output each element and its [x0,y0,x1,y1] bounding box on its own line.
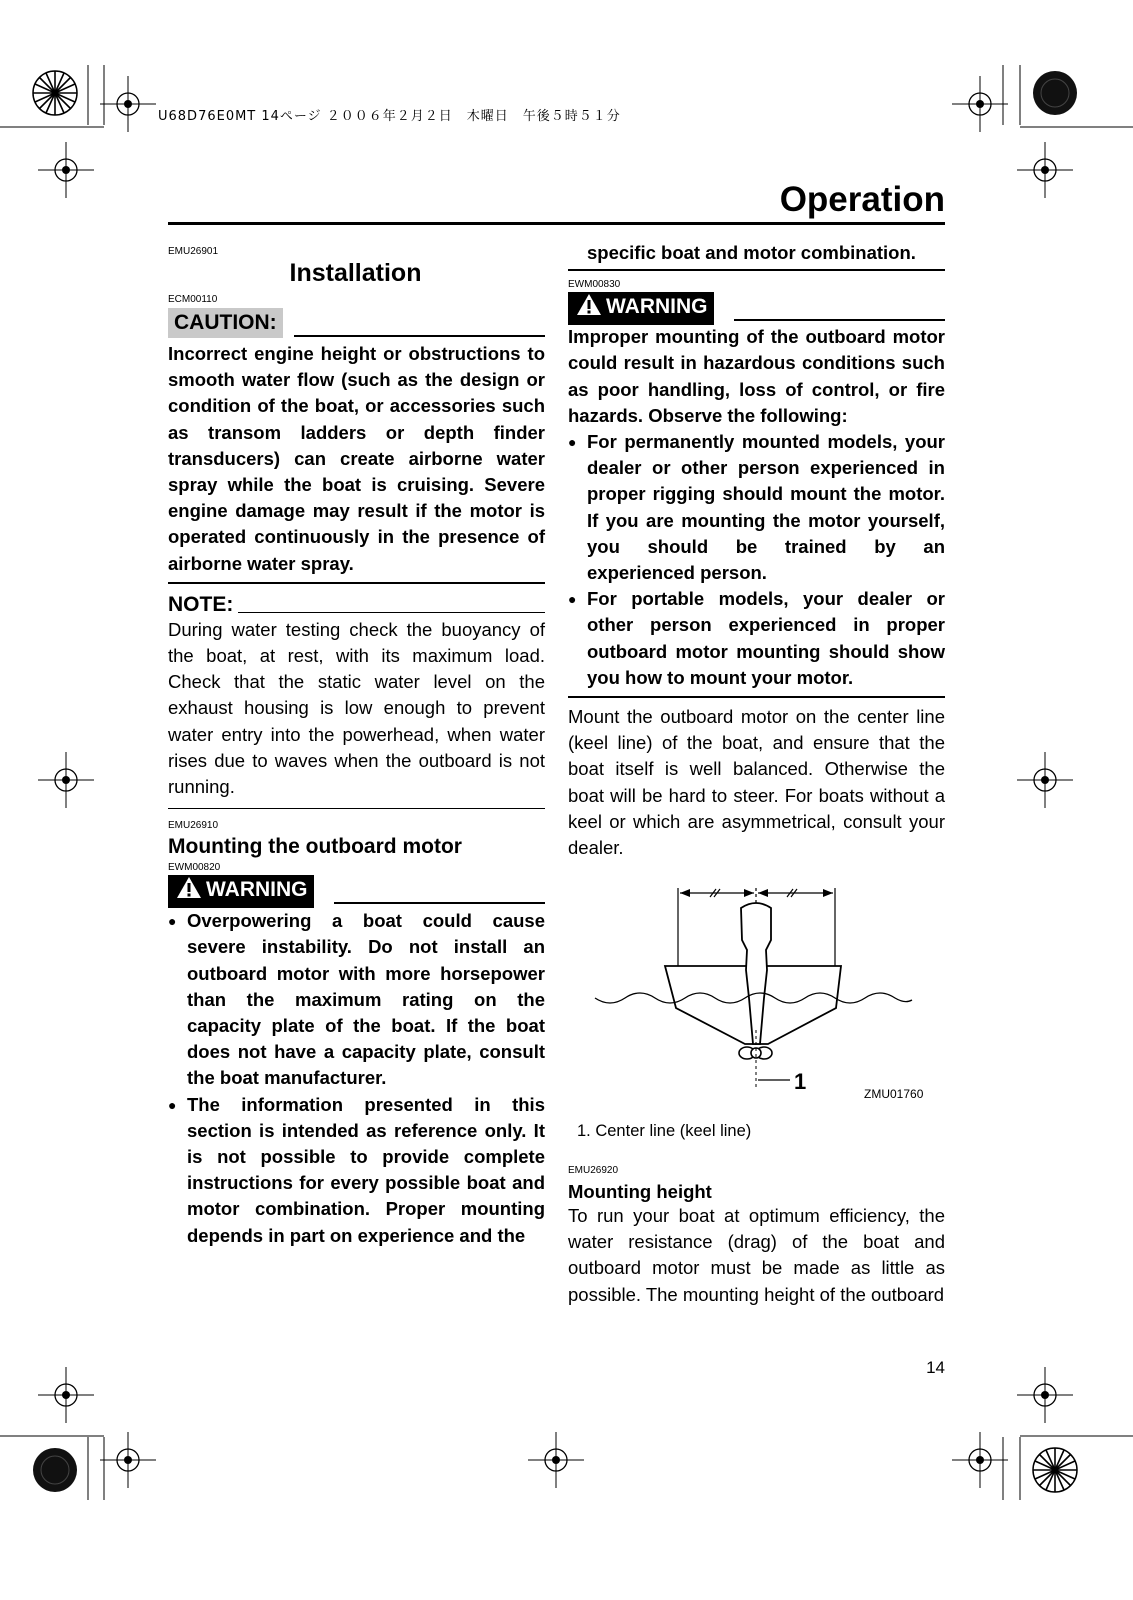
list-item: ● Overpowering a boat could cause severe instability. Do not install an outboard motor with more horsepower than the maximum rating on the capacity plate of the boat. If the boat does not have a capacity plate, consult the boat manufacturer. [168,908,545,1091]
divider [168,808,545,809]
note-header [168,593,545,617]
divider [568,696,945,698]
doc-code: ECM00110 [168,294,218,305]
caution-header [168,308,545,338]
note-text: During water testing check the buoyancy of the boat, at rest, with its maximum load. Check that the static water level on the exhaust housing is low enough to prevent water entry into the powerhead, when water rises due to waves when the outboard is not running. [168,618,545,798]
paragraph: To run your boat at optimum efficiency, the water resistance (drag) of the boat and outboard motor must be made as little as possible. The mounting height of the outboard [568,1205,945,1305]
page-number: 14 [926,1358,945,1377]
left-column [168,246,545,1249]
right-column-lower [568,1122,945,1308]
title-rule [168,222,945,225]
solid-disc-icon [33,1448,77,1492]
divider [734,319,945,321]
warning-continued: specific boat and motor combination. [587,242,916,263]
warning-triangle-icon [176,876,202,908]
figure-callout: 1 [794,1069,807,1094]
doc-code: EMU26910 [168,820,219,832]
subsection-heading: Mounting height [568,1181,712,1202]
print-meta: U68D76E0MT 14ページ ２００６年２月２日 木曜日 午後５時５１分 [158,109,621,124]
warning-label: WARNING [168,875,314,908]
note-label: NOTE: [168,592,234,616]
list-item: ● The information presented in this section is intended as reference only. It is not possible to provide complete instructions for every possible boat and motor combination. Proper mounting depends in part on experience and the [168,1092,545,1249]
figure-caption: 1. Center line (keel line) [577,1122,752,1140]
caution-label: CAUTION: [168,308,283,338]
doc-code: EWM00830 [568,279,621,291]
list-item: ● For permanently mounted models, your dealer or other person experienced in proper rigging should mount the motor. If you are mounting the motor yourself, you should be trained by an experienced person. [568,429,945,586]
solid-disc-icon [1033,71,1077,115]
divider [238,612,545,613]
warning-list [568,429,945,691]
warning-triangle-icon [576,293,602,325]
figure-code: ZMU01760 [864,1087,924,1101]
doc-code: EMU26920 [568,1165,619,1176]
warning-header [568,292,945,322]
subsection-heading: Mounting the outboard motor [168,835,462,859]
warning-text: Improper mounting of the outboard motor could result in hazardous conditions such as poor handling, loss of control, or fire hazards. Observe the following: [568,326,945,426]
divider [568,269,945,271]
keel-line-figure [590,880,940,1100]
list-item: ● For portable models, your dealer or other person experienced in proper outboard motor mounting should show you how to mount your motor. [568,586,945,691]
section-heading: Installation [289,259,422,287]
divider [334,902,545,904]
warning-list [168,908,545,1249]
paragraph: Mount the outboard motor on the center line (keel line) of the boat, and ensure that the boat itself is well balanced. Otherwise the boat will be hard to steer. For boats without a keel or which are asymmetrical, consult your dealer. [568,706,945,859]
section-title: Operation [779,180,945,219]
doc-code: EWM00820 [168,862,221,874]
warning-header [168,875,545,905]
doc-code: EMU26901 [168,246,219,257]
divider [294,335,545,337]
right-column [568,240,945,861]
sunburst-icon [33,71,77,115]
caution-text: Incorrect engine height or obstructions to smooth water flow (such as the design or condition of the boat, or accessories such as transom ladders or depth finder transducers) can create airborne water spray while the boat is cruising. Severe engine damage may result if the motor is operated continuously in the presence of airborne water spray. [168,343,545,574]
divider [168,582,545,584]
warning-label: WARNING [568,292,714,325]
